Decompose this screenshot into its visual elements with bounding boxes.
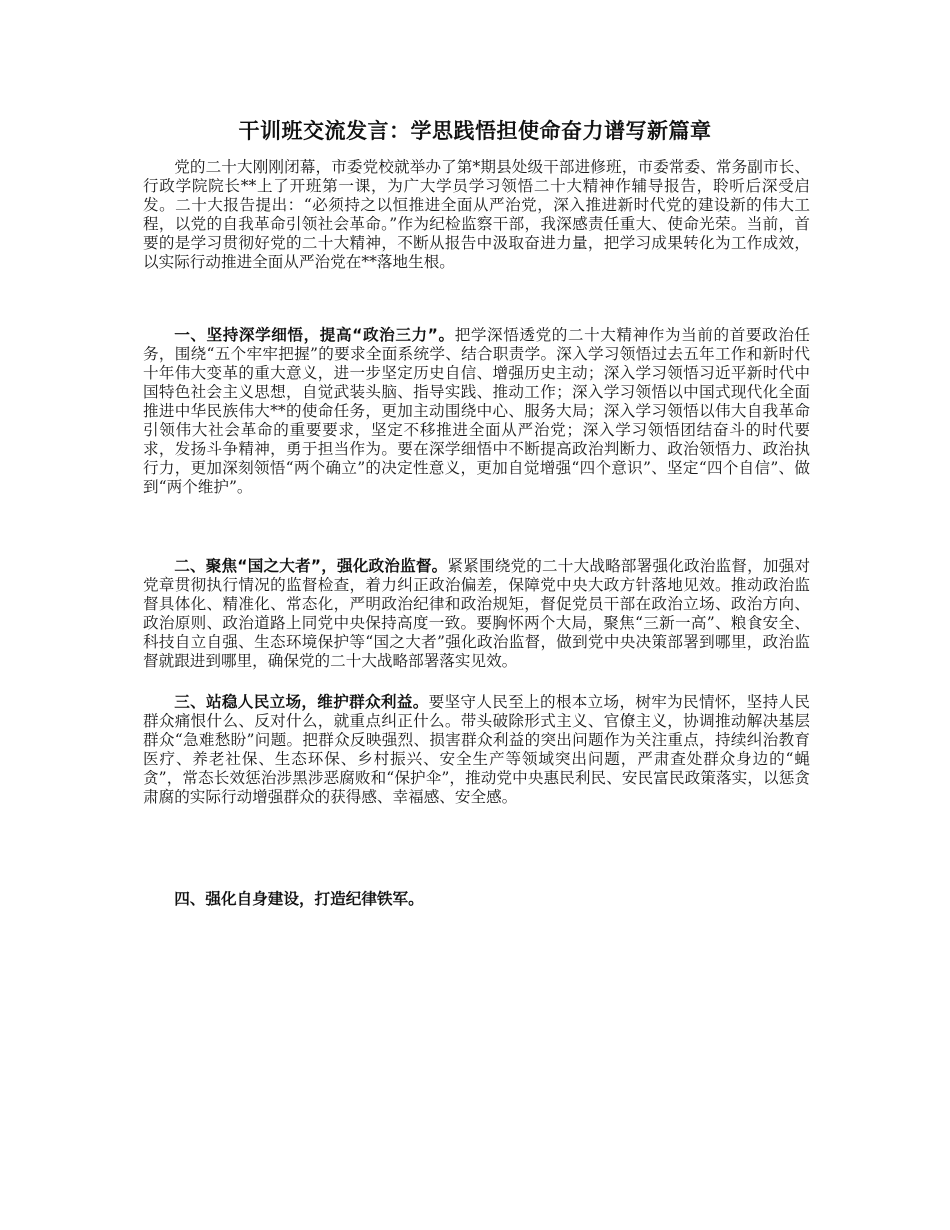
intro-paragraph: 党的二十大刚刚闭幕，市委党校就举办了第*期县处级干部进修班，市委常委、常务副市长、行政学院院长**上了开班第一课，为广大学员学习领悟二十大精神作辅导报告，聆听后深受启发。二十大报告提出：“必须持之以恒推进全面从严治党，深入推进新时代党的建设新的伟大工程，以党的自我革命引领社会革命。”作为纪检监察干部，我深感责任重大、使命光荣。当前，首要的是学习贯彻好党的二十大精神，不断从报告中汲取奋进力量，把学习成果转化为工作成效，以实际行动推进全面从严治党在**落地生根。	[143, 158, 810, 271]
section-heading-3: 三、站稳人民立场，维护群众利益。	[174, 693, 429, 711]
section-heading-2: 二、聚焦“国之大者”，强化政治监督。	[174, 557, 448, 575]
section-paragraph-4	[143, 890, 810, 909]
section-paragraph-1	[143, 326, 810, 497]
section-body-1: 把学深悟透党的二十大精神作为当前的首要政治任务，围绕“五个牢牢把握”的要求全面系统学、结合职责学。深入学习领悟过去五年工作和新时代十年伟大变革的重大意义，进一步坚定历史自信、增强历史主动；深入学习领悟习近平新时代中国特色社会主义思想，自觉武装头脑、指导实践、推动工作；深入学习领悟以中国式现代化全面推进中华民族伟大**的使命任务，更加主动围绕中心、服务大局；深入学习领悟以伟大自我革命引领伟大社会革命的重要要求，坚定不移推进全面从严治党；深入学习领悟团结奋斗的时代要求，发扬斗争精神，勇于担当作为。要在深学细悟中不断提高政治判断力、政治领悟力、政治执行力，更加深刻领悟“两个确立”的决定性意义，更加自觉增强“四个意识”、坚定“四个自信”、做到“两个维护”。	[143, 326, 810, 496]
section-heading-4: 四、强化自身建设，打造纪律铁军。	[174, 890, 424, 908]
section-body-2: 紧紧围绕党的二十大战略部署强化政治监督，加强对党章贯彻执行情况的监督检查，着力纠正政治偏差，保障党中央大政方针落地见效。推动政治监督具体化、精准化、常态化，严明政治纪律和政治规矩，督促党员干部在政治立场、政治方向、政治原则、政治道路上同党中央保持高度一致。要胸怀两个大局，聚焦“三新一高”、粮食安全、科技自立自强、生态环境保护等“国之大者”强化政治监督，做到党中央决策部署到哪里，政治监督就跟进到哪里，确保党的二十大战略部署落实见效。	[143, 557, 810, 670]
section-paragraph-2	[143, 557, 810, 671]
section-body-3: 要坚守人民至上的根本立场，树牢为民情怀，坚持人民群众痛恨什么、反对什么，就重点纠正什么。带头破除形式主义、官僚主义，协调推动解决基层群众“急难愁盼”问题。把群众反映强烈、损害群众利益的突出问题作为关注重点，持续纠治教育医疗、养老社保、生态环保、乡村振兴、安全生产等领域突出问题，严肃查处群众身边的“蝇贪”，常态长效惩治涉黑涉恶腐败和“保护伞”，推动党中央惠民利民、安民富民政策落实，以惩贪肃腐的实际行动增强群众的获得感、幸福感、安全感。	[143, 693, 810, 806]
section-heading-1: 一、坚持深学细悟，提高“政治三力”。	[174, 326, 455, 344]
section-paragraph-3	[143, 693, 810, 807]
document-title: 干训班交流发言：学思践悟担使命奋力谱写新篇章	[238, 119, 712, 143]
